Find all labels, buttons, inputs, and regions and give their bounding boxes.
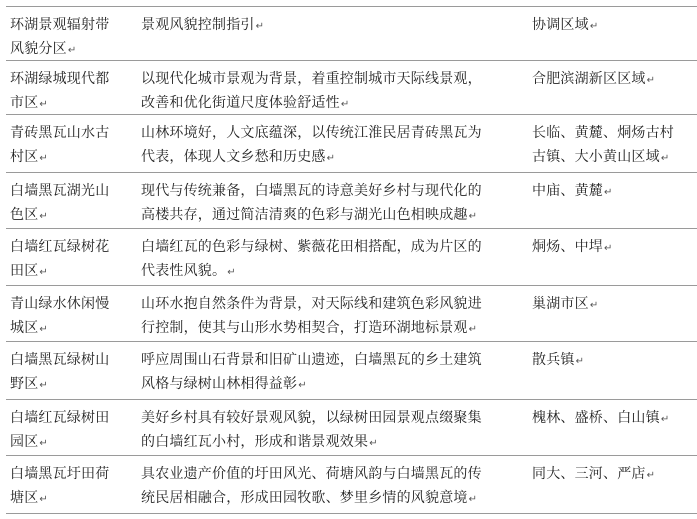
paragraph-mark: ↵: [604, 243, 613, 254]
cell-text-line: [532, 235, 692, 261]
cell-text-line: [532, 67, 692, 93]
cell-text: 青山绿水休闲慢: [10, 296, 110, 312]
cell-text: 代表，体现人文乡愁和历史感: [141, 149, 326, 165]
cell-text-line: [532, 179, 692, 205]
table-row-c3-cell: [532, 406, 692, 432]
paragraph-mark: ↵: [39, 494, 48, 505]
table-row-c1-cell: [10, 67, 128, 117]
cell-text-line: [141, 179, 521, 203]
table-header-row-c2-cell: [141, 13, 521, 39]
cell-text: 槐林、盛桥、白山镇: [532, 410, 660, 426]
table-row-c2-cell: [141, 462, 521, 512]
table-row-c2-cell: [141, 292, 521, 342]
cell-text-line: [10, 430, 128, 456]
cell-text: 白墙黑瓦湖光山: [10, 183, 110, 199]
table-row-c3-cell: [532, 462, 692, 488]
table-row-c3-cell: [532, 121, 692, 171]
cell-text-line: [141, 316, 521, 342]
cell-text: 塘区: [10, 490, 39, 506]
cell-text: 巢湖市区: [532, 296, 589, 312]
table-row: [6, 60, 697, 114]
table-header-row-c3-cell: [532, 13, 692, 39]
table-row-c3-cell: [532, 235, 692, 261]
paragraph-mark: ↵: [660, 414, 670, 425]
cell-text-line: [141, 67, 521, 91]
paragraph-mark: ↵: [67, 45, 77, 56]
paragraph-mark: ↵: [298, 380, 307, 391]
paragraph-mark: ↵: [39, 324, 48, 335]
cell-text-line: [141, 406, 521, 430]
paragraph-mark: ↵: [660, 153, 670, 164]
table-header-row: [6, 6, 697, 60]
cell-text: 白墙红瓦绿树花: [10, 239, 110, 255]
table-row-c3-cell: [532, 67, 692, 93]
cell-text-line: [10, 145, 128, 171]
cell-text-line: [532, 462, 692, 488]
cell-text-line: [10, 462, 128, 486]
cell-text: 野区: [10, 376, 39, 392]
cell-text: 山环水抱自然条件为背景，对天际线和建筑色彩风貌进: [141, 296, 482, 312]
cell-text-line: [532, 348, 692, 374]
cell-text-line: [141, 121, 521, 145]
cell-text-line: [10, 348, 128, 372]
cell-text: 以现代化城市景观为背景，着重控制城市天际线景观，: [141, 71, 482, 87]
cell-text: 的白墙红瓦小村，形成和谐景观效果: [141, 434, 369, 450]
cell-text: 呼应周围山石背景和旧矿山遗迹，白墙黑瓦的乡土建筑: [141, 352, 482, 368]
paragraph-mark: ↵: [468, 324, 478, 335]
cell-text: 村区: [10, 149, 39, 165]
paragraph-mark: ↵: [468, 211, 478, 222]
cell-text: 色区: [10, 207, 39, 223]
table-row-c1-cell: [10, 348, 128, 398]
table-row-c3-cell: [532, 348, 692, 374]
table-row: [6, 399, 697, 455]
paragraph-mark: ↵: [39, 153, 48, 164]
cell-text: 园区: [10, 434, 39, 450]
paragraph-mark: ↵: [255, 21, 265, 32]
cell-text: 古镇、大小黄山区域: [532, 149, 660, 165]
cell-text: 风貌分区: [10, 41, 67, 57]
cell-text-line: [141, 462, 521, 486]
paragraph-mark: ↵: [39, 211, 48, 222]
cell-text: 山林环境好，人文底蕴深，以传统江淮民居青砖黑瓦为: [141, 125, 482, 141]
cell-text: 合肥滨湖新区区域: [532, 71, 646, 87]
cell-text: 青砖黑瓦山水古: [10, 125, 110, 141]
cell-text: 统民居相融合，形成田园牧歌、梦里乡情的风貌意境: [141, 490, 468, 506]
table-row-c1-cell: [10, 121, 128, 171]
cell-text-line: [532, 292, 692, 318]
paragraph-mark: ↵: [39, 99, 48, 110]
cell-text: 行控制，使其与山形水势相契合，打造环湖地标景观: [141, 320, 468, 336]
table-row-c2-cell: [141, 348, 521, 398]
paragraph-mark: ↵: [589, 300, 599, 311]
cell-text-line: [141, 203, 521, 229]
cell-text-line: [10, 486, 128, 512]
cell-text-line: [141, 145, 521, 171]
cell-text-line: [141, 235, 521, 259]
table-row-c2-cell: [141, 179, 521, 229]
paragraph-mark: ↵: [646, 75, 656, 86]
table-row: [6, 114, 697, 172]
table-row: [6, 172, 697, 228]
table-row-c3-cell: [532, 179, 692, 205]
paragraph-mark: ↵: [340, 99, 350, 110]
cell-text-line: [141, 486, 521, 512]
table-row: [6, 285, 697, 341]
table-row-c1-cell: [10, 235, 128, 285]
cell-text-line: [10, 121, 128, 145]
cell-text-line: [532, 13, 692, 39]
cell-text: 具农业遗产价值的圩田风光、荷塘风韵与白墙黑瓦的传: [141, 466, 482, 482]
cell-text-line: [10, 259, 128, 285]
paragraph-mark: ↵: [575, 356, 585, 367]
cell-text: 环湖景观辐射带: [10, 17, 110, 33]
table-row-c2-cell: [141, 406, 521, 456]
cell-text-line: [141, 13, 521, 39]
cell-text: 市区: [10, 95, 39, 111]
table-row-c1-cell: [10, 179, 128, 229]
cell-text-line: [141, 292, 521, 316]
cell-text-line: [10, 406, 128, 430]
paragraph-mark: ↵: [39, 380, 48, 391]
table-row-c1-cell: [10, 462, 128, 512]
paragraph-mark: ↵: [369, 438, 378, 449]
cell-text-line: [141, 372, 521, 398]
cell-text-line: [10, 67, 128, 91]
cell-text: 协调区域: [532, 17, 589, 33]
cell-text: 现代与传统兼备，白墙黑瓦的诗意美好乡村与现代化的: [141, 183, 482, 199]
cell-text: 风格与绿树山林相得益彰: [141, 376, 298, 392]
cell-text-line: [10, 372, 128, 398]
cell-text-line: [141, 430, 521, 456]
cell-text: 长临、黄麓、烔炀古村: [532, 125, 674, 141]
table-row-c1-cell: [10, 406, 128, 456]
cell-text: 景观风貌控制指引: [141, 17, 255, 33]
paragraph-mark: ↵: [468, 494, 478, 505]
cell-text: 代表性风貌。: [141, 263, 227, 279]
cell-text: 田区: [10, 263, 39, 279]
cell-text-line: [141, 259, 521, 285]
cell-text: 白墙红瓦绿树田: [10, 410, 110, 426]
cell-text: 高楼共存，通过简洁清爽的色彩与湖光山色相映成趣: [141, 207, 468, 223]
table-row-c2-cell: [141, 67, 521, 117]
cell-text: 散兵镇: [532, 352, 575, 368]
table-row-c2-cell: [141, 121, 521, 171]
cell-text-line: [10, 179, 128, 203]
cell-text: 中庙、黄麓: [532, 183, 603, 199]
table-row: [6, 341, 697, 399]
cell-text: 城区: [10, 320, 39, 336]
cell-text-line: [10, 13, 128, 37]
paragraph-mark: ↵: [326, 153, 336, 164]
cell-text-line: [141, 348, 521, 372]
cell-text-line: [10, 235, 128, 259]
cell-text: 白墙黑瓦绿树山: [10, 352, 110, 368]
cell-text-line: [10, 292, 128, 316]
table-row-c2-cell: [141, 235, 521, 285]
cell-text-line: [532, 121, 692, 145]
table-row-c3-cell: [532, 292, 692, 318]
paragraph-mark: ↵: [646, 470, 656, 481]
table-header-row-c1-cell: [10, 13, 128, 63]
cell-text: 同大、三河、严店: [532, 466, 646, 482]
paragraph-mark: ↵: [39, 267, 48, 278]
table-row-c1-cell: [10, 292, 128, 342]
paragraph-mark: ↵: [39, 438, 48, 449]
paragraph-mark: ↵: [589, 21, 599, 32]
paragraph-mark: ↵: [227, 267, 236, 278]
paragraph-mark: ↵: [604, 187, 613, 198]
cell-text: 烔炀、中垾: [532, 239, 603, 255]
table-row: [6, 455, 697, 514]
cell-text: 美好乡村具有较好景观风貌，以绿树田园景观点缀聚集: [141, 410, 482, 426]
cell-text-line: [532, 145, 692, 171]
cell-text: 环湖绿城现代都: [10, 71, 110, 87]
cell-text-line: [10, 316, 128, 342]
cell-text: 白墙红瓦的色彩与绿树、紫薇花田相搭配，成为片区的: [141, 239, 482, 255]
cell-text-line: [10, 203, 128, 229]
cell-text-line: [532, 406, 692, 432]
cell-text: 改善和优化街道尺度体验舒适性: [141, 95, 340, 111]
table-row: [6, 228, 697, 285]
cell-text: 白墙黑瓦圩田荷: [10, 466, 110, 482]
